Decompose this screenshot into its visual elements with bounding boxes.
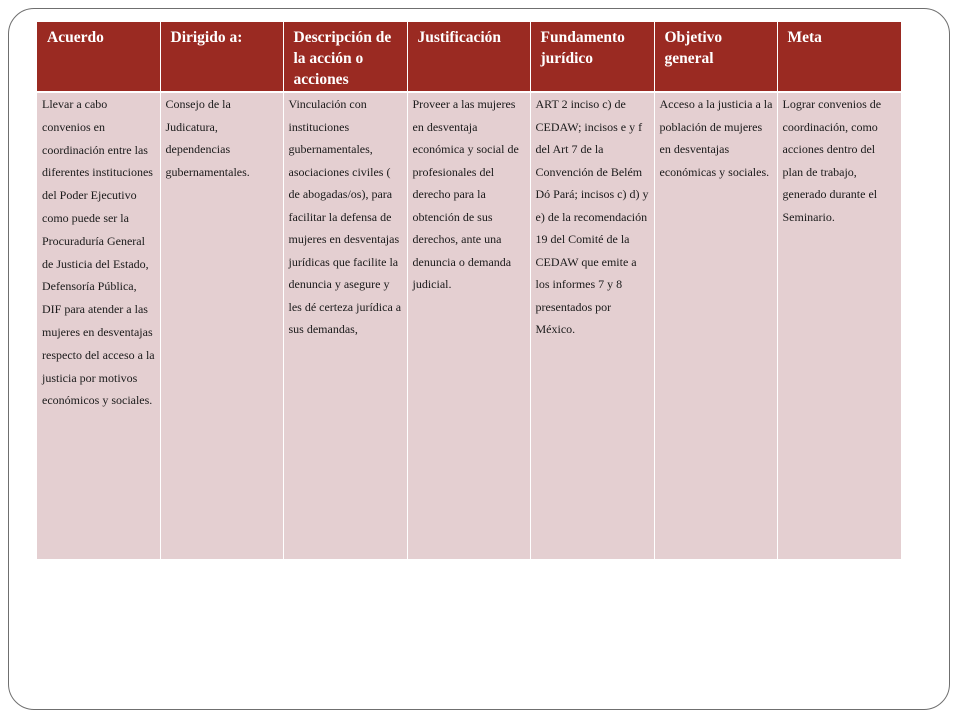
header-row xyxy=(37,22,901,92)
table-row xyxy=(37,92,901,559)
header-justificacion: Justificación xyxy=(407,22,530,92)
cell-justificacion: Proveer a las mujeres en desventaja económica y social de profesionales del derecho para la obtención de sus derechos, ante una denuncia o demanda judicial. xyxy=(407,92,530,559)
cell-fundamento: ART 2 inciso c) de CEDAW; incisos e y f del Art 7 de la Convención de Belém Dó Pará; incisos c) d) y e) de la recomendación 19 del Comité de la CEDAW que emite a los informes 7 y 8 presentados por México. xyxy=(530,92,654,559)
header-dirigido: Dirigido a: xyxy=(160,22,283,92)
header-descripcion: Descripción de la acción o acciones xyxy=(283,22,407,92)
cell-acuerdo: Llevar a cabo convenios en coordinación entre las diferentes instituciones del Poder Ejecutivo como puede ser la Procuraduría General de Justicia del Estado, Defensoría Pública, DIF para atender a las mujeres en desventajas respecto del acceso a la justicia por motivos económicos y sociales. xyxy=(37,92,160,559)
header-fundamento: Fundamento jurídico xyxy=(530,22,654,92)
header-objetivo: Objetivo general xyxy=(654,22,777,92)
cell-meta: Lograr convenios de coordinación, como acciones dentro del plan de trabajo, generado durante el Seminario. xyxy=(777,92,901,559)
header-acuerdo: Acuerdo xyxy=(37,22,160,92)
cell-objetivo: Acceso a la justicia a la población de mujeres en desventajas económicas y sociales. xyxy=(654,92,777,559)
cell-descripcion: Vinculación con instituciones gubernamentales, asociaciones civiles ( de abogadas/os), para facilitar la defensa de mujeres en desventajas jurídicas que facilite la denuncia y asegure y les dé certeza jurídica a sus demandas, xyxy=(283,92,407,559)
header-meta: Meta xyxy=(777,22,901,92)
cell-dirigido: Consejo de la Judicatura, dependencias gubernamentales. xyxy=(160,92,283,559)
table-container xyxy=(37,22,901,559)
agreement-table xyxy=(37,22,901,559)
